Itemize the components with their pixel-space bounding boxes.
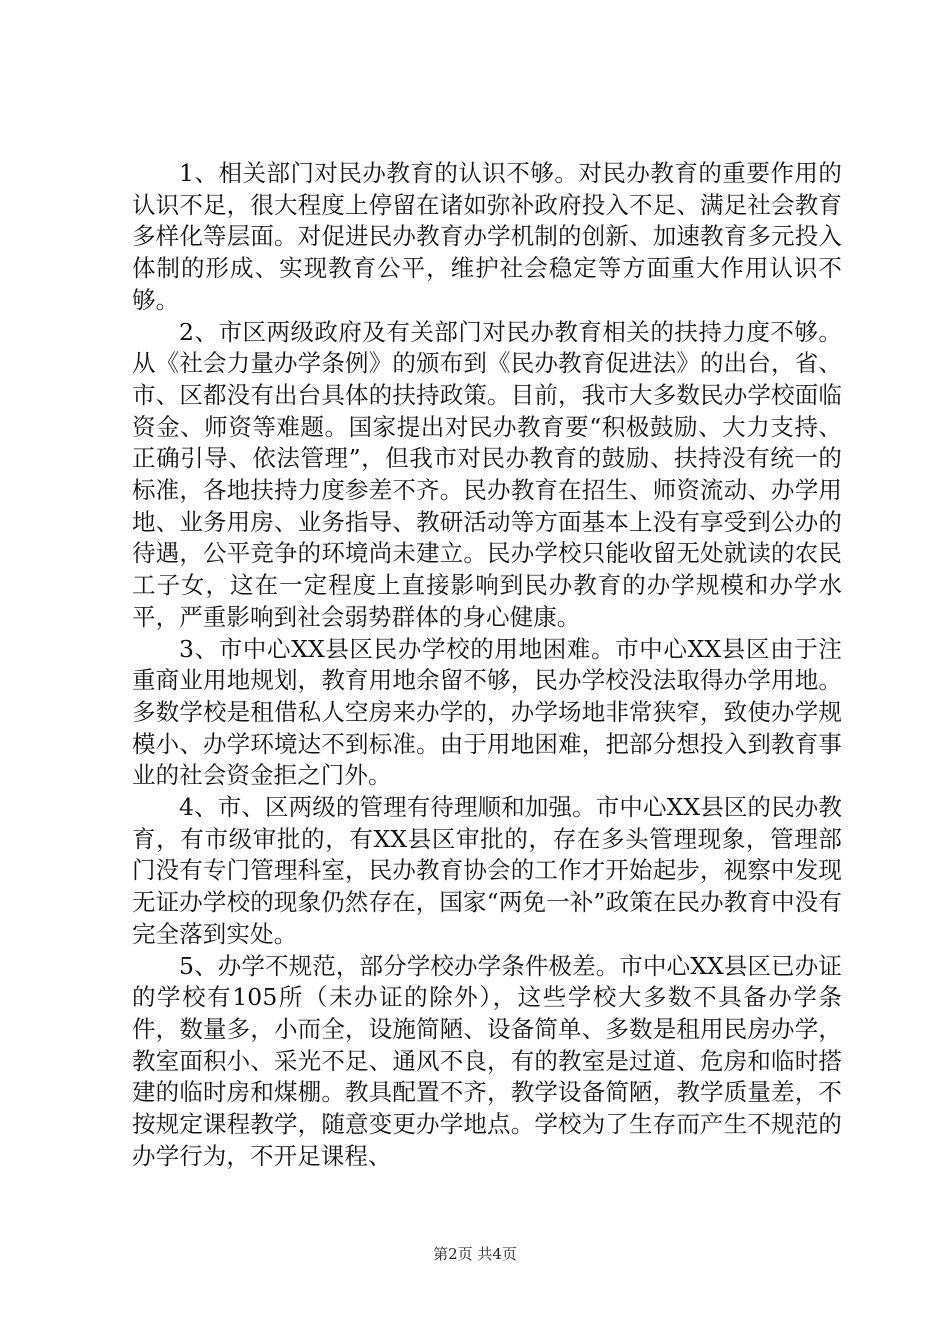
document-body <box>132 158 842 1173</box>
paragraph-3: 3、市中心XX县区民办学校的用地困难。市中心XX县区由于注重商业用地规划，教育用地余留不够，民办学校没法取得办学用地。多数学校是租借私人空房来办学的，办学场地非常狭窄，致使办学规模小、办学环境达不到标准。由于用地困难，把部分想投入到教育事业的社会资金拒之门外。 <box>132 634 842 790</box>
paragraph-1: 1、相关部门对民办教育的认识不够。对民办教育的重要作用的认识不足，很大程度上停留在诸如弥补政府投入不足、满足社会教育多样化等层面。对促进民办教育办学机制的创新、加速教育多元投入体制的形成、实现教育公平，维护社会稳定等方面重大作用认识不够。 <box>132 159 842 314</box>
page-footer: 第2页 共4页 <box>433 1245 517 1263</box>
paragraph-4: 4、市、区两级的管理有待理顺和加强。市中心XX县区的民办教育，有市级审批的，有XX县区审批的，存在多头管理现象，管理部门没有专门管理科室，民办教育协会的工作才开始起步，视察中发现无证办学校的现象仍然存在，国家“两免一补”政策在民办教育中没有完全落到实处。 <box>132 793 842 948</box>
paragraph-2: 2、市区两级政府及有关部门对民办教育相关的扶持力度不够。从《社会力量办学条例》的颁布到《民办教育促进法》的出台，省、市、区都没有出台具体的扶持政策。目前，我市大多数民办学校面临资金、师资等难题。国家提出对民办教育要“积极鼓励、大力支持、正确引导、依法管理”，但我市对民办教育的鼓励、扶持没有统一的标准，各地扶持力度参差不齐。民办教育在招生、师资流动、办学用地、业务用房、业务指导、教研活动等方面基本上没有享受到公办的待遇，公平竞争的环境尚未建立。民办学校只能收留无处就读的农民工子女，这在一定程度上直接影响到民办教育的办学规模和办学水平，严重影响到社会弱势群体的身心健康。 <box>132 317 842 631</box>
paragraph-5: 5、办学不规范，部分学校办学条件极差。市中心XX县区已办证的学校有105所（未办证的除外），这些学校大多数不具备办学条件，数量多，小而全，设施简陋、设备简单、多数是租用民房办学，教室面积小、采光不足、通风不良，有的教室是过道、危房和临时搭建的临时房和煤棚。教具配置不齐，教学设备简陋，教学质量差，不按规定课程教学，随意变更办学地点。学校为了生存而产生不规范的办学行为，不开足课程、 <box>132 951 842 1170</box>
